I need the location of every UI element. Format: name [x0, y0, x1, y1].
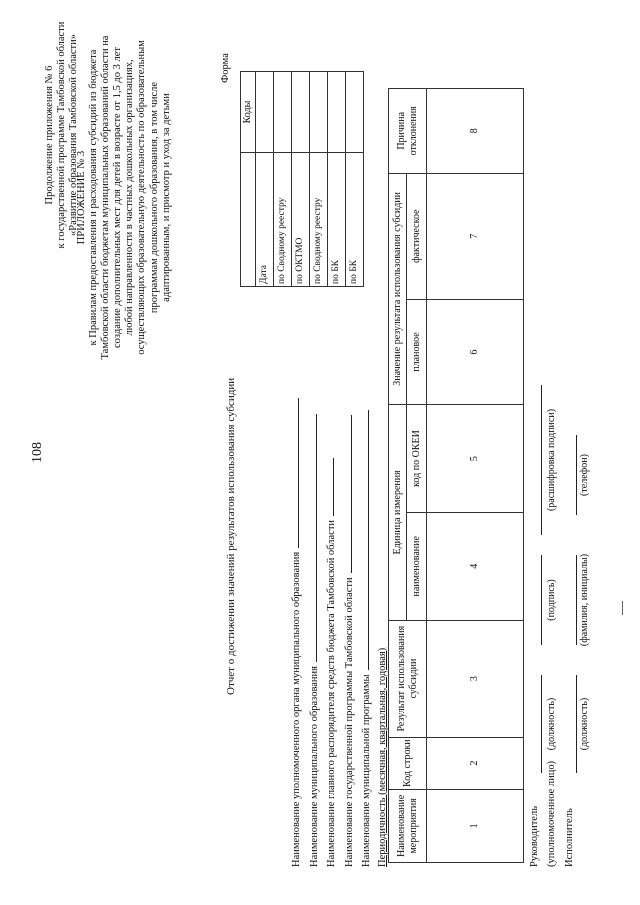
- field-underline: [286, 398, 299, 548]
- caption-fio: (фамилия, инициалы): [579, 553, 590, 647]
- head-signature-line: [525, 555, 542, 645]
- head-transcript-line: [525, 385, 542, 535]
- column-number: 1: [427, 789, 524, 862]
- header-line: Продолжение приложения № 6: [44, 65, 55, 205]
- codes-value-cell: [256, 72, 274, 153]
- appendix-line: осуществляющих образовательную деятельность по образовательным: [136, 40, 148, 355]
- signatures-block: [525, 347, 595, 867]
- executor-label: Исполнитель: [564, 808, 575, 867]
- form-label: Форма: [220, 53, 231, 83]
- field-line: [356, 307, 374, 867]
- head-caption-row: [545, 347, 563, 867]
- field-underline: [356, 410, 369, 670]
- field-underline: [339, 415, 352, 573]
- col-subsidy-result: Результат использования субсидии: [389, 620, 427, 737]
- column-number: 8: [427, 89, 524, 174]
- continuation-header: [44, 5, 80, 265]
- page-number: 108: [30, 442, 45, 463]
- col-value-plan: плановое: [407, 299, 427, 404]
- caption-signature: (подпись): [546, 579, 557, 621]
- appendix-line: адаптированным, и присмотр и уход за детьми: [160, 93, 172, 302]
- caption-position-2: (должность): [579, 697, 590, 751]
- executor-fio-line: [563, 555, 577, 645]
- executor-row: [563, 347, 579, 867]
- codes-value-cell: [346, 72, 364, 153]
- col-activity-name: Наименование мероприятия: [389, 789, 427, 862]
- codes-value-cell: [310, 72, 328, 153]
- column-number: 6: [427, 299, 524, 404]
- codes-value-cell: [274, 72, 292, 153]
- col-row-code: Код строки: [389, 737, 427, 789]
- col-unit-group: Единица измерения: [389, 405, 407, 620]
- col-value-group: Значение результата использования субсидии: [389, 173, 407, 405]
- field-underline: [321, 458, 334, 516]
- appendix-line: Тамбовской области бюджетам муниципальных образований области на: [100, 35, 112, 360]
- results-table: [388, 88, 524, 863]
- appendix-line: создание дополнительных мест для детей в возрасте от 1,5 до 3 лет: [112, 47, 124, 348]
- codes-row-label: Дата: [256, 153, 274, 287]
- page-divider-mark: [622, 601, 623, 615]
- column-number: 4: [427, 512, 524, 620]
- caption-transcript: (расшифровка подписи): [546, 408, 557, 512]
- report-title: Отчет о достижении значений результатов использования субсидии: [225, 377, 237, 695]
- codes-title: Коды: [241, 72, 256, 153]
- appendix-title: ПРИЛОЖЕНИЕ № 3: [76, 150, 87, 245]
- col-deviation-reason: Причина отклонения: [389, 89, 427, 174]
- codes-row-label: по Сводному реестру: [310, 153, 328, 287]
- column-number: 2: [427, 737, 524, 789]
- field-label: Наименование муниципальной программы: [361, 674, 372, 867]
- caption-position: (должность): [546, 697, 557, 751]
- header-fields: [286, 307, 391, 867]
- head-position-line: [525, 675, 542, 773]
- executor-position-line: [563, 675, 577, 773]
- col-value-fact: фактическое: [407, 173, 427, 299]
- head-sublabel: (уполномоченное лицо): [546, 760, 557, 867]
- codes-row-label: по БК: [328, 153, 346, 287]
- codes-value-cell: [292, 72, 310, 153]
- appendix-block: [76, 0, 173, 395]
- field-line: [321, 307, 339, 867]
- appendix-line: любой направленности в частных дошкольных организациях,: [124, 59, 136, 336]
- caption-phone: (телефон): [579, 454, 590, 496]
- field-label: Наименование уполномоченного органа муниципального образования: [291, 551, 302, 867]
- field-underline: [304, 414, 317, 662]
- codes-row-label: по Сводному реестру: [274, 153, 292, 287]
- codes-table: [240, 71, 364, 287]
- field-line: [339, 307, 357, 867]
- appendix-line: программам дошкольного образования, в том числе: [148, 81, 160, 314]
- head-row: [525, 347, 545, 867]
- col-unit-code: код по ОКЕИ: [407, 405, 427, 513]
- appendix-line: к Правилам предоставления и расходования субсидий из бюджета: [88, 49, 100, 346]
- field-line: [304, 307, 322, 867]
- column-number: 3: [427, 620, 524, 737]
- column-number: 7: [427, 173, 524, 299]
- codes-row-label: по БК: [346, 153, 364, 287]
- field-label: Наименование государственной программы Тамбовской области: [343, 577, 355, 867]
- executor-caption-row: [579, 347, 595, 867]
- header-line: «Развитие образования Тамбовской области»: [68, 34, 79, 236]
- field-label: Наименование муниципального образования: [308, 666, 320, 867]
- field-label: Периодичность (месячная, квартальная, годовая): [376, 647, 388, 867]
- field-label: Наименование главного распорядителя средств бюджета Тамбовской области: [326, 519, 337, 867]
- head-label: Руководитель: [529, 806, 540, 867]
- column-number: 5: [427, 405, 524, 513]
- header-line: к государственной программе Тамбовской области: [56, 21, 67, 249]
- codes-row-label: по ОКТМО: [292, 153, 310, 287]
- field-line: [286, 307, 304, 867]
- codes-value-cell: [328, 72, 346, 153]
- executor-phone-line: [563, 435, 577, 515]
- col-unit-name: наименование: [407, 512, 427, 620]
